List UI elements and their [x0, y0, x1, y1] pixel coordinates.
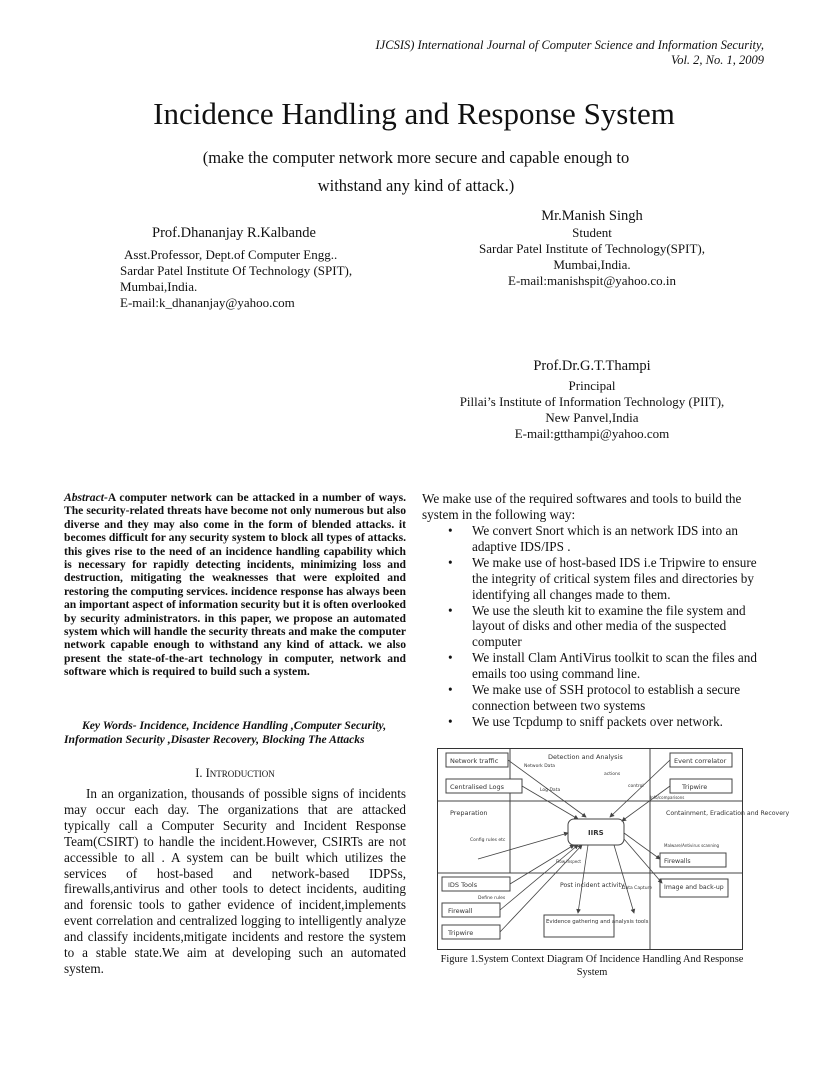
introduction-paragraph: In an organization, thousands of possible signs of incidents may occur each day. The organizations that are attacked typically call a Computer Security and Incident Response Team(CSIRT) to handle the incident.However, CSIRTs are not accessible to all . A system can be built which utilizes the services of host-based and network-based IDPSs, firewalls,antivirus and other tools to detect incidents, auditing and forensic tools to gather evidence of incident,implements event correlation and centralized logging to intelligently analyze and classify incidents,mitigate incidents and restore the system to a stable state.We aim at developing such an automated system.	[64, 786, 406, 976]
keywords: Key Words- Incidence, Incidence Handling ,Computer Security, Information Security ,Disaster Recovery, Blocking The Attacks	[64, 719, 387, 746]
label-iirs: IIRS	[588, 829, 604, 837]
label-post-incident: Post incident activity	[560, 882, 625, 889]
list-item	[422, 523, 768, 555]
tools-intro: We make use of the required softwares and tools to build the system in the following way:	[422, 491, 742, 522]
caption-line-1: Figure 1.System Context Diagram Of Incidence Handling And Response	[440, 954, 744, 965]
label-control: control	[628, 784, 644, 789]
bullet-icon: •	[448, 602, 453, 618]
bullet-icon: •	[448, 650, 453, 666]
list-item	[422, 650, 768, 682]
list-item	[422, 555, 768, 603]
label-network-traffic: Network traffic	[450, 757, 499, 765]
author-email: E-mail:gtthampi@yahoo.com	[514, 426, 670, 441]
author-name: Prof.Dhananjay R.Kalbande	[152, 225, 316, 241]
journal-header	[376, 38, 764, 68]
arrow	[624, 839, 662, 883]
label-centralised-logs: Centralised Logs	[450, 783, 505, 791]
author-line: Sardar Patel Institute of Technology(SPIT),	[479, 241, 705, 256]
abstract-lead: Abstract-	[64, 491, 108, 504]
bullet-icon: •	[448, 713, 453, 729]
journal-name: IJCSIS) International Journal of Computer Science and Information Security,	[375, 38, 764, 52]
arrow	[578, 845, 588, 913]
author-name: Mr.Manish Singh	[541, 208, 643, 224]
caption-line-2: System	[576, 967, 608, 978]
author-line: Principal	[568, 378, 616, 393]
label-data-capture: Data Capture	[622, 886, 653, 891]
label-flow-inspect: Flow Inspect	[556, 859, 581, 864]
author-email: E-mail:manishspit@yahoo.co.in	[508, 273, 676, 288]
paper-subtitle	[0, 144, 832, 200]
arrow	[624, 833, 660, 859]
abstract-text: A computer network can be attacked in a number of ways. The security-related threats have become not only numerous but also diverse and they may also come in the form of blended attacks. it becomes difficult for any security system to block all types of attacks. this gives rise to the need of an incidence handling capability which is necessary for rapidly detecting incidents, minimizing loss and destruction, mitigating the weaknesses that were exploited and restoring the computing services. incidence response has always been an important aspect of information security but it is often overlooked by security administrators. in this paper, we propose an automated system which will handle the security threats and make the computer network capable enough to withstand any kind of attack. we also present the state-of-the-art technology in computer, network and software which is required to build such a system.	[64, 491, 406, 679]
author-line: Mumbai,India.	[553, 257, 631, 272]
label-actions: actions	[604, 772, 621, 777]
author-line: New Panvel,India	[545, 410, 639, 425]
list-item-text: We install Clam AntiVirus toolkit to scan the files and emails too using command line.	[472, 650, 757, 682]
journal-volume: Vol. 2, No. 1, 2009	[670, 53, 764, 67]
author-name: Prof.Dr.G.T.Thampi	[533, 358, 651, 374]
arrow	[510, 845, 574, 884]
label-preparation: Preparation	[450, 809, 488, 817]
abstract	[64, 491, 406, 679]
figure-caption	[422, 953, 762, 979]
bullet-icon: •	[448, 523, 453, 538]
author-line: Pillai’s Institute of Information Technology (PIIT),	[459, 394, 725, 409]
label-malware-scanning: Malware/Antivirus scanning	[664, 843, 720, 848]
list-item-text: We use Tcpdump to sniff packets over network.	[472, 713, 723, 729]
author-line: Sardar Patel Institute Of Technology (SPIT),	[120, 263, 353, 278]
subtitle-line-1: (make the computer network more secure and capable enough to	[202, 148, 630, 167]
author-line: Mumbai,India.	[120, 279, 198, 294]
arrow	[478, 833, 568, 859]
label-image-backup: Image and back-up	[664, 884, 724, 891]
arrow	[500, 845, 578, 910]
section-number: I.	[195, 766, 203, 780]
list-item-text: We convert Snort which is an network IDS into an adaptive IDS/IPS .	[472, 523, 738, 554]
label-tripwire-bottom: Tripwire	[448, 929, 474, 937]
subtitle-line-2: withstand any kind of attack.)	[317, 176, 515, 195]
label-firewall: Firewall	[448, 907, 473, 915]
list-item	[422, 603, 768, 651]
label-define-rules: Define rules	[478, 896, 506, 901]
list-item	[422, 714, 768, 730]
paper-title: Incidence Handling and Response System	[153, 96, 675, 131]
author-block-2	[452, 208, 732, 289]
section-title: Introduction	[205, 766, 275, 780]
label-network-data: Network Data	[524, 764, 555, 769]
arrow	[622, 786, 670, 821]
author-line: Asst.Professor, Dept.of Computer Engg..	[124, 247, 338, 262]
label-config-rules: Config rules etc	[470, 838, 506, 843]
author-block-1	[120, 225, 352, 311]
label-log-data: Log Data	[540, 788, 561, 793]
author-email: E-mail:k_dhananjay@yahoo.com	[120, 295, 295, 310]
label-detection: Detection and Analysis	[548, 753, 623, 761]
label-evidence: Evidence gathering and analysis tools	[546, 919, 649, 925]
list-item-text: We use the sleuth kit to examine the file system and layout of disks and other media of the suspected computer	[472, 602, 746, 650]
list-item-text: We make use of SSH protocol to establish a secure connection between two systems	[472, 682, 741, 713]
label-tripwire-top: Tripwire	[682, 783, 708, 791]
author-line: Student	[572, 225, 612, 240]
list-item	[422, 682, 768, 714]
tools-list	[422, 523, 768, 730]
label-info-comparisons: Info/comparisons	[650, 795, 685, 800]
label-firewalls: Firewalls	[664, 858, 691, 865]
label-ids-tools: IDS Tools	[448, 881, 478, 889]
system-context-diagram	[437, 748, 790, 950]
label-containment: Containment, Eradication and Recovery	[666, 810, 790, 817]
arrow	[614, 845, 634, 913]
bullet-icon: •	[448, 554, 453, 570]
label-event-correlator: Event correlator	[674, 757, 727, 765]
bullet-icon: •	[448, 682, 453, 698]
author-block-3	[412, 358, 772, 442]
list-item-text: We make use of host-based IDS i.e Tripwire to ensure the integrity of critical system files and directories by identifying all changes made to them.	[472, 554, 757, 602]
section-heading	[64, 766, 406, 781]
